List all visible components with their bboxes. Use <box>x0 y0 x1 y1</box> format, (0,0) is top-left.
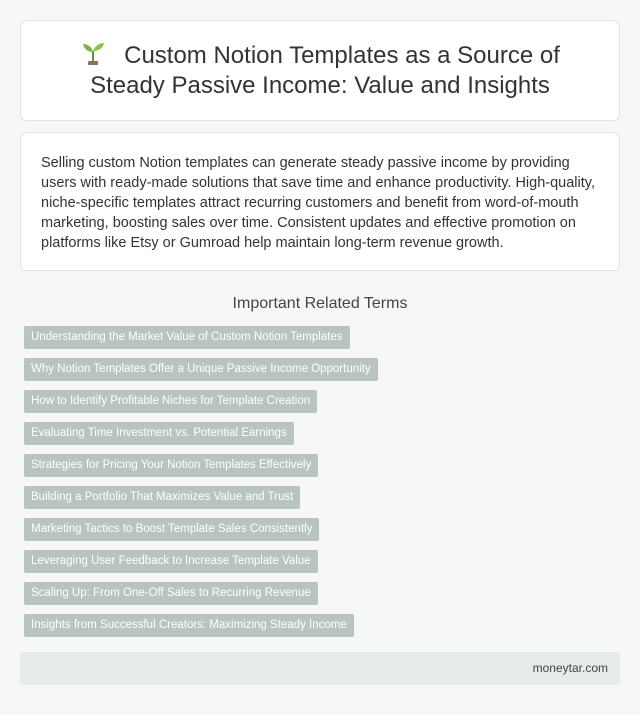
term-chip[interactable]: Evaluating Time Investment vs. Potential Earnings <box>24 422 294 445</box>
term-chip[interactable]: Leveraging User Feedback to Increase Template Value <box>24 550 318 573</box>
term-chip[interactable]: Insights from Successful Creators: Maximizing Steady Income <box>24 614 354 637</box>
footer <box>20 652 620 685</box>
title-text: Custom Notion Templates as a Source of Steady Passive Income: Value and Insights <box>90 42 560 99</box>
related-terms-list <box>24 326 640 637</box>
page-title <box>45 40 595 101</box>
related-terms-heading: Important Related Terms <box>232 295 408 312</box>
title-card <box>20 20 620 121</box>
sprout-icon <box>80 40 106 66</box>
term-chip[interactable]: Building a Portfolio That Maximizes Value and Trust <box>24 486 300 509</box>
term-chip[interactable]: Understanding the Market Value of Custom Notion Templates <box>24 326 350 349</box>
term-chip[interactable]: Scaling Up: From One-Off Sales to Recurring Revenue <box>24 582 318 605</box>
term-chip[interactable]: Strategies for Pricing Your Notion Templates Effectively <box>24 454 318 477</box>
term-chip[interactable]: How to Identify Profitable Niches for Template Creation <box>24 390 317 413</box>
term-chip[interactable]: Marketing Tactics to Boost Template Sales Consistently <box>24 518 319 541</box>
summary-card <box>20 132 620 271</box>
term-chip[interactable]: Why Notion Templates Offer a Unique Passive Income Opportunity <box>24 358 378 381</box>
summary-text: Selling custom Notion templates can generate steady passive income by providing users with ready-made solutions that save time and enhance productivity. High-quality, niche-specific templates attract recurring customers and benefit from word-of-mouth marketing, boosting sales over time. Consistent updates and effective promotion on platforms like Etsy or Gumroad help maintain long-term revenue growth. <box>41 155 595 251</box>
footer-site-link[interactable]: moneytar.com <box>532 661 608 675</box>
